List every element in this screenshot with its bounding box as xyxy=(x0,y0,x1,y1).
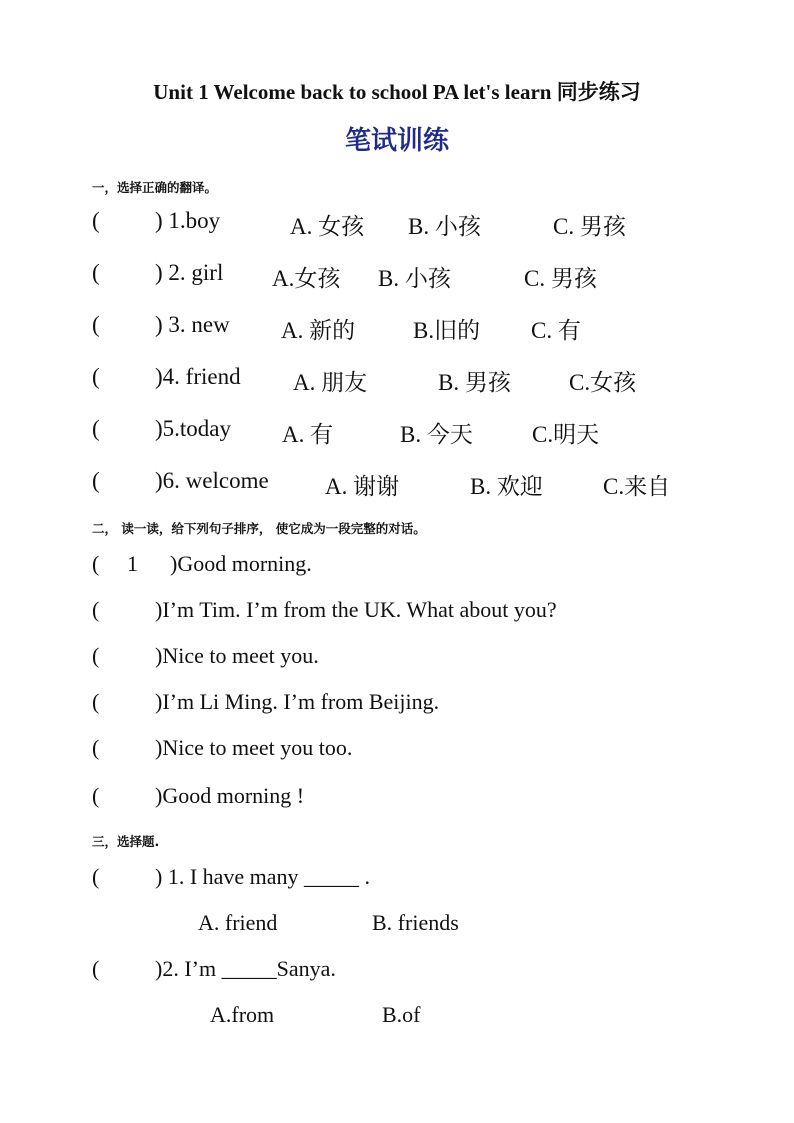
option-c: C.女孩 xyxy=(569,370,637,395)
open-paren: ( xyxy=(92,689,100,714)
option-b: B. 今天 xyxy=(400,422,473,447)
option-c: C. 有 xyxy=(531,318,581,343)
option-a: A.from xyxy=(210,1002,275,1027)
open-paren: ( xyxy=(92,783,100,808)
option-a: A. friend xyxy=(198,910,278,935)
option-a: A. 新的 xyxy=(281,318,356,343)
open-paren: ( xyxy=(92,260,100,285)
option-a: A.女孩 xyxy=(272,266,341,291)
page-title: Unit 1 Welcome back to school PA let's learn 同步练习 xyxy=(153,80,641,104)
open-paren: ( xyxy=(92,597,100,622)
open-paren: ( xyxy=(92,643,100,668)
option-a: A. 有 xyxy=(282,422,334,447)
option-b: B. 欢迎 xyxy=(470,474,543,499)
open-paren: ( xyxy=(92,208,100,233)
question-text: )5.today xyxy=(155,416,232,441)
section2-heading: 二， 读一读，给下列句子排序， 使它成为一段完整的对话。 xyxy=(92,521,426,536)
question-text: )2. I’m _____Sanya. xyxy=(155,956,336,981)
dialogue-text: )I’m Tim. I’m from the UK. What about you? xyxy=(155,597,557,622)
dialogue-text: )Good morning ! xyxy=(155,783,305,808)
question-text: )4. friend xyxy=(155,364,241,389)
dialogue-text: )Good morning. xyxy=(170,551,312,576)
open-paren: ( xyxy=(92,312,100,337)
open-paren: ( xyxy=(92,416,100,441)
dialogue-text: )I’m Li Ming. I’m from Beijing. xyxy=(155,689,440,714)
open-paren: ( xyxy=(92,735,100,760)
option-a: A. 朋友 xyxy=(293,370,368,395)
open-paren: ( xyxy=(92,364,100,389)
option-b: B. 小孩 xyxy=(408,214,481,239)
option-c: C. 男孩 xyxy=(524,266,597,291)
option-a: A. 女孩 xyxy=(290,214,365,239)
option-a: A. 谢谢 xyxy=(325,474,400,499)
open-paren: ( xyxy=(92,864,100,889)
dialogue-text: )Nice to meet you too. xyxy=(155,735,353,760)
option-b: B.of xyxy=(382,1002,421,1027)
section3-heading: 三，选择题. xyxy=(92,834,160,849)
open-paren: ( xyxy=(92,551,100,576)
section1-heading: 一，选择正确的翻译。 xyxy=(92,180,218,195)
question-text: ) 1.boy xyxy=(155,208,221,233)
option-b: B. 小孩 xyxy=(378,266,451,291)
option-c: C. 男孩 xyxy=(553,214,626,239)
question-text: ) 3. new xyxy=(155,312,230,337)
question-text: ) 2. girl xyxy=(155,260,224,285)
option-c: C.明天 xyxy=(532,422,600,447)
open-paren: ( xyxy=(92,468,100,493)
dialogue-text: )Nice to meet you. xyxy=(155,643,319,668)
page-subtitle: 笔试训练 xyxy=(344,126,449,156)
question-text: ) 1. I have many _____ . xyxy=(155,864,371,889)
option-b: B. friends xyxy=(372,910,459,935)
option-b: B. 男孩 xyxy=(438,370,511,395)
option-c: C.来自 xyxy=(603,474,671,499)
option-b: B.旧的 xyxy=(413,318,481,343)
order-number: 1 xyxy=(127,551,138,576)
question-text: )6. welcome xyxy=(155,468,269,493)
open-paren: ( xyxy=(92,956,100,981)
